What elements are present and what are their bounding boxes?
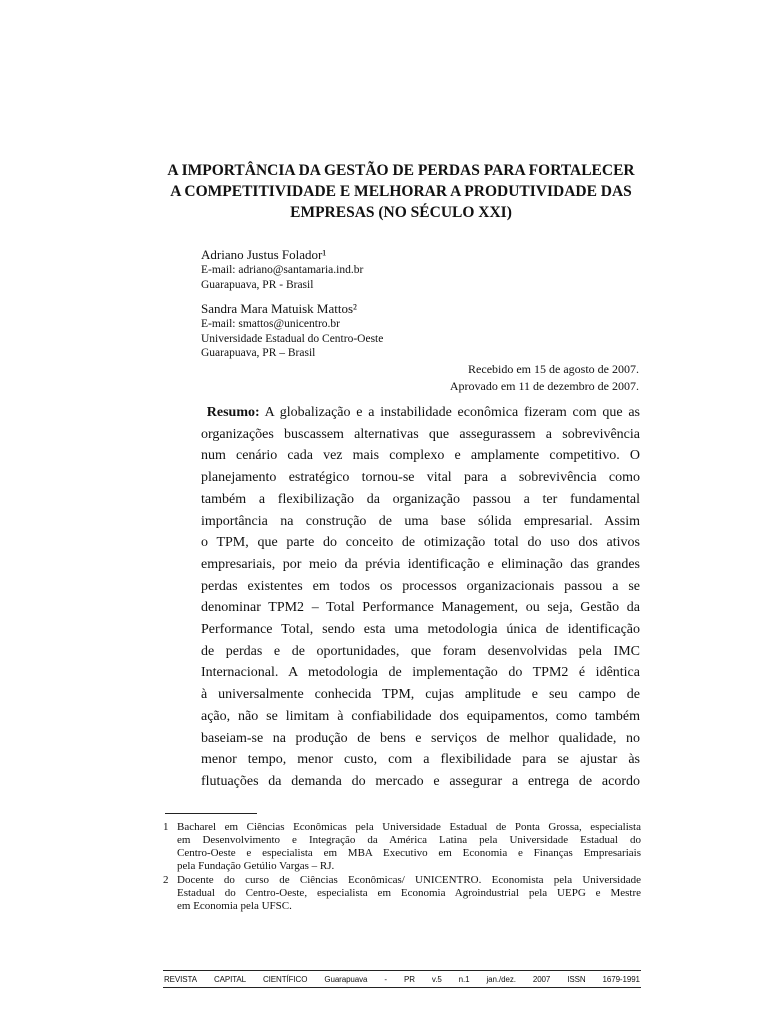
footer-period: jan./dez. [486,974,516,984]
title-line: EMPRESAS (NO SÉCULO XXI) [290,204,512,221]
abstract-line: ação, não se limitam à confiabilidade dos equipamentos, como também [201,708,640,724]
author-location: Guarapuava, PR - Brasil [201,278,314,291]
abstract-line: Performance Total, sendo esta uma metodologia única de identificação [201,622,640,638]
author-name: Sandra Mara Matuisk Mattos² [201,301,357,316]
abstract-label: Resumo: [206,405,260,420]
footer-city: Guarapuava [324,974,368,984]
footnote-line: em Desenvolvimento e Integração da América Latina pela Universidade Estadual do [177,834,641,846]
abstract-line: num cenário cada vez mais complexo e amplamente competitivo. O [201,448,640,464]
submission-dates [450,361,639,395]
abstract-line [201,402,640,424]
footnote-divider [165,813,257,814]
approved-date: Aprovado em 11 de dezembro de 2007. [449,379,639,393]
author-block-2 [201,301,601,361]
abstract-line: organizações buscassem alternativas que assegurassem a sobrevivência [201,426,640,442]
footer-dash: - [384,974,387,984]
footer-journal-word: REVISTA [164,974,197,984]
footnote-number: 1 [163,821,169,833]
footnote-2 [163,874,641,913]
abstract-line: importância na construção de uma base sólida empresarial. Assim [201,513,640,529]
abstract-line: Internacional. A metodologia de implementação do TPM2 é idêntica [201,665,640,681]
footnote-number: 2 [163,874,169,886]
author-email: E-mail: smattos@unicentro.br [201,318,340,330]
author-name: Adriano Justus Folador¹ [201,247,327,262]
footnote-line: em Economia pela UFSC. [177,900,292,912]
footnote-line: Docente do curso de Ciências Econômicas/ UNICENTRO. Economista pela Universidade [177,874,641,886]
author-email: E-mail: adriano@santamaria.ind.br [201,264,364,276]
received-date: Recebido em 15 de agosto de 2007. [468,362,639,376]
footnote-line: Bacharel em Ciências Econômicas pela Universidade Estadual de Ponta Grossa, especialista [177,821,641,833]
author-affiliation: Universidade Estadual do Centro-Oeste [201,332,384,345]
footer-year: 2007 [532,974,551,984]
footer-state: PR [403,974,415,984]
journal-footer [163,970,641,988]
abstract-first-line: A globalização e a instabilidade econômica fizeram com que as [259,405,640,420]
footer-number: n.1 [458,974,470,984]
author-location: Guarapuava, PR – Brasil [201,347,316,359]
article-title [150,160,652,223]
author-block-1 [201,247,601,292]
footer-journal-word: CIENTÍFICO [263,974,308,984]
footer-issn-label: ISSN [567,974,586,984]
abstract-line: de perdas e de oportunidades, que foram desenvolvidas pela IMC [201,643,640,659]
abstract-line: planejamento estratégico tornou-se vital para a sobrevivência como [201,470,640,486]
abstract-line: à universalmente conhecida TPM, cujas amplitude e seu campo de [201,687,640,703]
footer-journal-word: CAPITAL [213,974,246,984]
abstract-line: flutuações da demanda do mercado e assegurar a entrega de acordo [201,773,640,789]
title-line: A IMPORTÂNCIA DA GESTÃO DE PERDAS PARA FORTALECER [167,162,635,179]
abstract-line: o TPM, que parte do conceito de otimização total do uso dos ativos [201,535,640,551]
abstract [201,402,640,793]
abstract-line: também a flexibilização da organização passou a ter fundamental [201,491,640,507]
footnote-line: Centro-Oeste e especialista em MBA Executivo em Economia e Finanças Empresariais [177,847,641,859]
abstract-line: baseiam-se na produção de bens e serviços de melhor qualidade, no [201,730,640,746]
footnotes [163,821,641,914]
abstract-line: empresariais, por meio da prévia identificação e eliminação das grandes [201,556,640,572]
abstract-line: denominar TPM2 – Total Performance Management, ou seja, Gestão da [201,600,640,616]
footer-volume: v.5 [431,974,442,984]
footnote-1 [163,821,641,873]
abstract-line: perdas existentes em todos os processos organizacionais passou a se [201,578,640,594]
footnote-line: pela Fundação Getúlio Vargas – RJ. [177,860,335,872]
abstract-line: menor tempo, menor custo, com a flexibilidade para se ajustar às [201,752,640,768]
title-line: A COMPETITIVIDADE E MELHORAR A PRODUTIVIDADE DAS [170,183,632,200]
footer-issn: 1679-1991 [602,974,640,984]
footnote-line: Estadual do Centro-Oeste, especialista em Economia Agroindustrial pela UEPG e Mestre [177,887,641,899]
